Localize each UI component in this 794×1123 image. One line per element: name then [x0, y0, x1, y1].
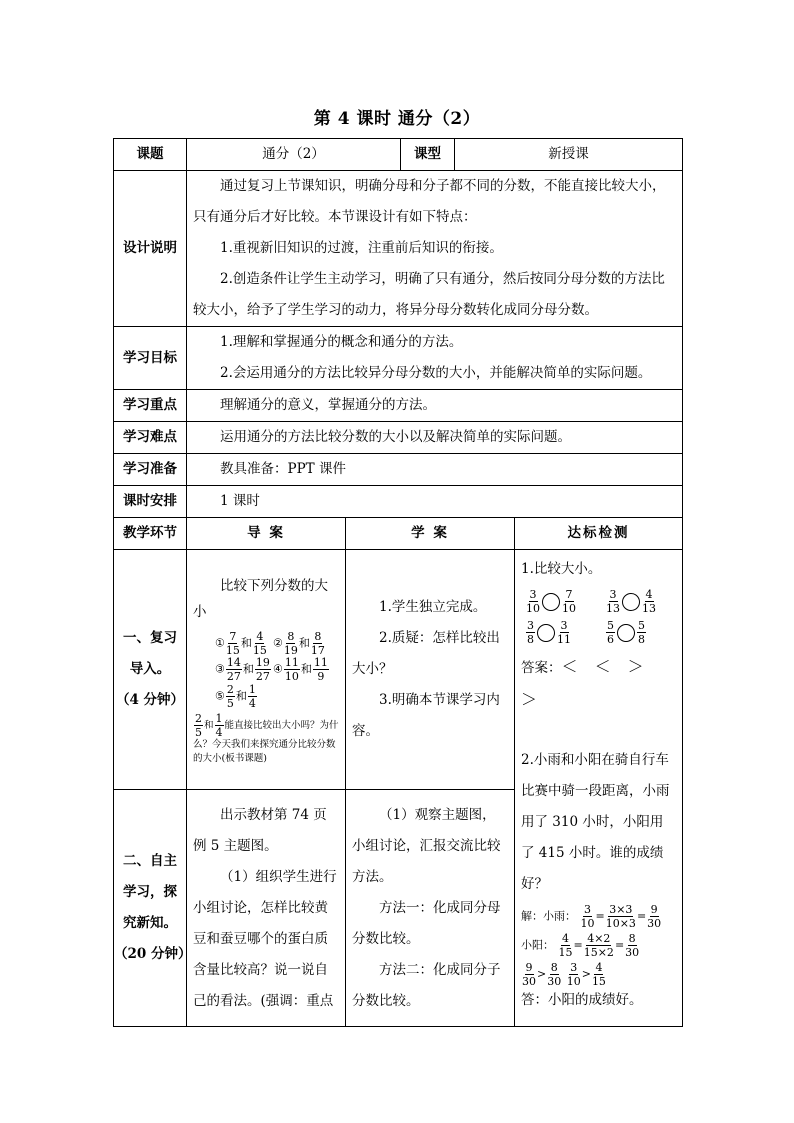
check-answer: 答案：＜ ＜ ＞ ＞ — [521, 657, 650, 709]
compare-circle[interactable] — [537, 624, 555, 642]
design-label: 设计说明 — [114, 171, 187, 327]
study-3: 3.明确本节课学习内容。 — [352, 692, 500, 739]
key-text: 理解通分的意义，掌握通分的方法。 — [220, 397, 436, 413]
difficult-row — [114, 422, 683, 454]
difficult-label: 学习难点 — [114, 422, 187, 454]
goal-2: 2.会运用通分的方法比较异分母分数的大小，并能解决简单的实际问题。 — [220, 365, 652, 381]
study-2: 2.质疑：怎样比较出大小？ — [352, 630, 500, 677]
design-content — [187, 171, 683, 327]
compare-item — [605, 589, 685, 614]
fraction: $\frac{3}{11}$ — [557, 619, 571, 646]
fraction: $\frac{2}{5}$ — [195, 711, 202, 739]
fraction-pair-item: ③ $\frac{14}{27}$ 和 $\frac{19}{27}$ — [215, 656, 270, 684]
type-label: 课型 — [401, 139, 455, 171]
goals-label: 学习目标 — [114, 327, 187, 390]
key-row — [114, 390, 683, 422]
check-q1: 1.比较大小。 — [521, 561, 602, 577]
topic-row — [114, 139, 683, 171]
fraction: $\frac{19}{27}$ — [255, 656, 270, 684]
section-2-label-c: 究新知。 — [123, 915, 177, 931]
compare-item — [605, 620, 685, 645]
section-2-label-d: （20 分钟） — [114, 946, 192, 962]
fraction: $\frac{5}{6}$ — [607, 619, 614, 646]
section-2-label — [114, 790, 192, 1027]
fraction-pair-item: ② $\frac{8}{19}$ 和 $\frac{8}{17}$ — [273, 629, 325, 657]
fraction: $\frac{8}{19}$ — [283, 629, 298, 657]
fraction: $\frac{3}{8}$ — [527, 619, 534, 646]
guide2-2: （1）组织学生进行小组讨论，怎样比较黄豆和蚕豆哪个的蛋白质含量比较高？说一说自己的看法。(强调：重点 — [193, 869, 337, 1009]
section-2-label-a: 二、自主 — [123, 853, 177, 869]
lesson-plan-table — [113, 138, 683, 1027]
section-1-guide — [187, 550, 346, 790]
fraction: $\frac{11}{9}$ — [313, 656, 328, 684]
prep-text: 教具准备：PPT 课件 — [220, 461, 346, 477]
time-label: 课时安排 — [114, 486, 187, 518]
col-header-check: 达标检测 — [515, 518, 683, 550]
solution-xiaoyu: 解：小雨： $\frac{3}{10}$ = $\frac{3\times 3}{10\times 3}$ = $\frac{9}{30}$ — [521, 903, 662, 930]
study2-2: 方法一：化成同分母分数比较。 — [352, 900, 501, 947]
guide-intro: 比较下列分数的大小 — [193, 578, 328, 621]
col-header-guide: 导 案 — [187, 518, 346, 550]
page-title: 第 4 课时 通分（2） — [313, 109, 481, 129]
time-row — [114, 486, 683, 518]
section-1-label-c: （4 分钟） — [115, 692, 185, 708]
guide-question: $\frac{2}{5}$ 和 $\frac{1}{4}$ 能直接比较出大小吗？为什么？今天我们来探究通分比较分数的大小(板书课题) — [193, 711, 339, 764]
solution-xiaoyang: 小阳： $\frac{4}{15}$ = $\frac{4\times 2}{15\times 2}$ = $\frac{8}{30}$ — [521, 932, 640, 959]
fraction-pair-item: ⑤ $\frac{2}{5}$ 和 $\frac{1}{4}$ — [215, 682, 256, 710]
goals-row — [114, 327, 683, 390]
check-final: 答：小阳的成绩好。 — [521, 992, 643, 1008]
col-header-stage: 教学环节 — [114, 518, 187, 550]
column-header-row — [114, 518, 683, 550]
section-2-guide — [187, 790, 346, 1027]
solution-compare: $\frac{9}{30}$ > $\frac{8}{30}$ $\frac{3}{10}$ > $\frac{4}{15}$ — [522, 961, 606, 988]
compare-circle[interactable] — [617, 624, 635, 642]
topic-label: 课题 — [114, 139, 187, 171]
study2-3: 方法二：化成同分子分数比较。 — [352, 962, 501, 1009]
fraction: $\frac{8}{17}$ — [310, 629, 325, 657]
prep-label: 学习准备 — [114, 454, 187, 486]
check-cell — [515, 550, 683, 1027]
fraction: $\frac{7}{15}$ — [225, 629, 240, 657]
fraction: $\frac{4}{15}$ — [252, 629, 267, 657]
compare-item — [525, 589, 605, 614]
section-1-label — [114, 550, 187, 790]
design-para-1: 通过复习上节课知识，明确分母和分子都不同的分数，不能直接比较大小，只有通分后才好比较。本节课设计有如下特点： — [193, 178, 666, 225]
fraction: $\frac{1}{4}$ — [215, 711, 223, 739]
fraction: $\frac{7}{10}$ — [562, 588, 576, 615]
goals-content — [187, 327, 683, 390]
design-row — [114, 171, 683, 327]
study-1: 1.学生独立完成。 — [379, 599, 487, 615]
section-1-label-a: 一、复习 — [123, 630, 177, 646]
fraction: $\frac{3}{13}$ — [606, 588, 620, 615]
study2-1: （1）观察主题图，小组讨论，汇报交流比较方法。 — [352, 807, 501, 885]
fraction: $\frac{4}{13}$ — [642, 588, 656, 615]
fraction: $\frac{5}{8}$ — [638, 619, 645, 646]
type-value: 新授课 — [455, 139, 683, 171]
compare-circle[interactable] — [542, 593, 560, 611]
compare-grid — [525, 589, 676, 645]
guide2-1: 出示教材第 74 页例 5 主题图。 — [193, 807, 327, 854]
fraction: $\frac{2}{5}$ — [226, 682, 234, 710]
section-2-label-b: 学习，探 — [123, 884, 177, 900]
compare-item — [525, 620, 605, 645]
design-para-3: 2.创造条件让学生主动学习，明确了只有通分，然后按同分母分数的方法比较大小，给予了学生学习的动力，将异分母分数转化成同分母分数。 — [193, 271, 665, 318]
fraction: $\frac{1}{4}$ — [248, 682, 256, 710]
difficult-text: 运用通分的方法比较分数的大小以及解决简单的实际问题。 — [220, 429, 571, 445]
topic-value: 通分（2） — [187, 139, 401, 171]
col-header-study: 学 案 — [346, 518, 515, 550]
goal-1: 1.理解和掌握通分的概念和通分的方法。 — [220, 334, 463, 350]
design-para-2: 1.重视新旧知识的过渡，注重前后知识的衔接。 — [220, 240, 503, 256]
section-1-row — [114, 550, 683, 790]
key-label: 学习重点 — [114, 390, 187, 422]
check-q2: 2.小雨和小阳在骑自行车比赛中骑一段距离，小雨用了 310 小时，小阳用了 415 小时。谁的成绩好？ — [521, 752, 670, 892]
fraction: $\frac{14}{27}$ — [226, 656, 241, 684]
fraction-pair-item: ① $\frac{7}{15}$ 和 $\frac{4}{15}$ — [215, 629, 267, 657]
section-1-label-b: 导入。 — [129, 661, 171, 677]
compare-circle[interactable] — [622, 593, 640, 611]
section-1-study — [346, 550, 515, 790]
fraction-list — [215, 629, 339, 709]
fraction-pair-item: ④ $\frac{11}{10}$ 和 $\frac{11}{9}$ — [273, 656, 328, 684]
fraction: $\frac{3}{10}$ — [526, 588, 540, 615]
prep-row — [114, 454, 683, 486]
section-2-study — [346, 790, 515, 1027]
time-text: 1 课时 — [220, 493, 260, 509]
fraction: $\frac{11}{10}$ — [284, 656, 299, 684]
